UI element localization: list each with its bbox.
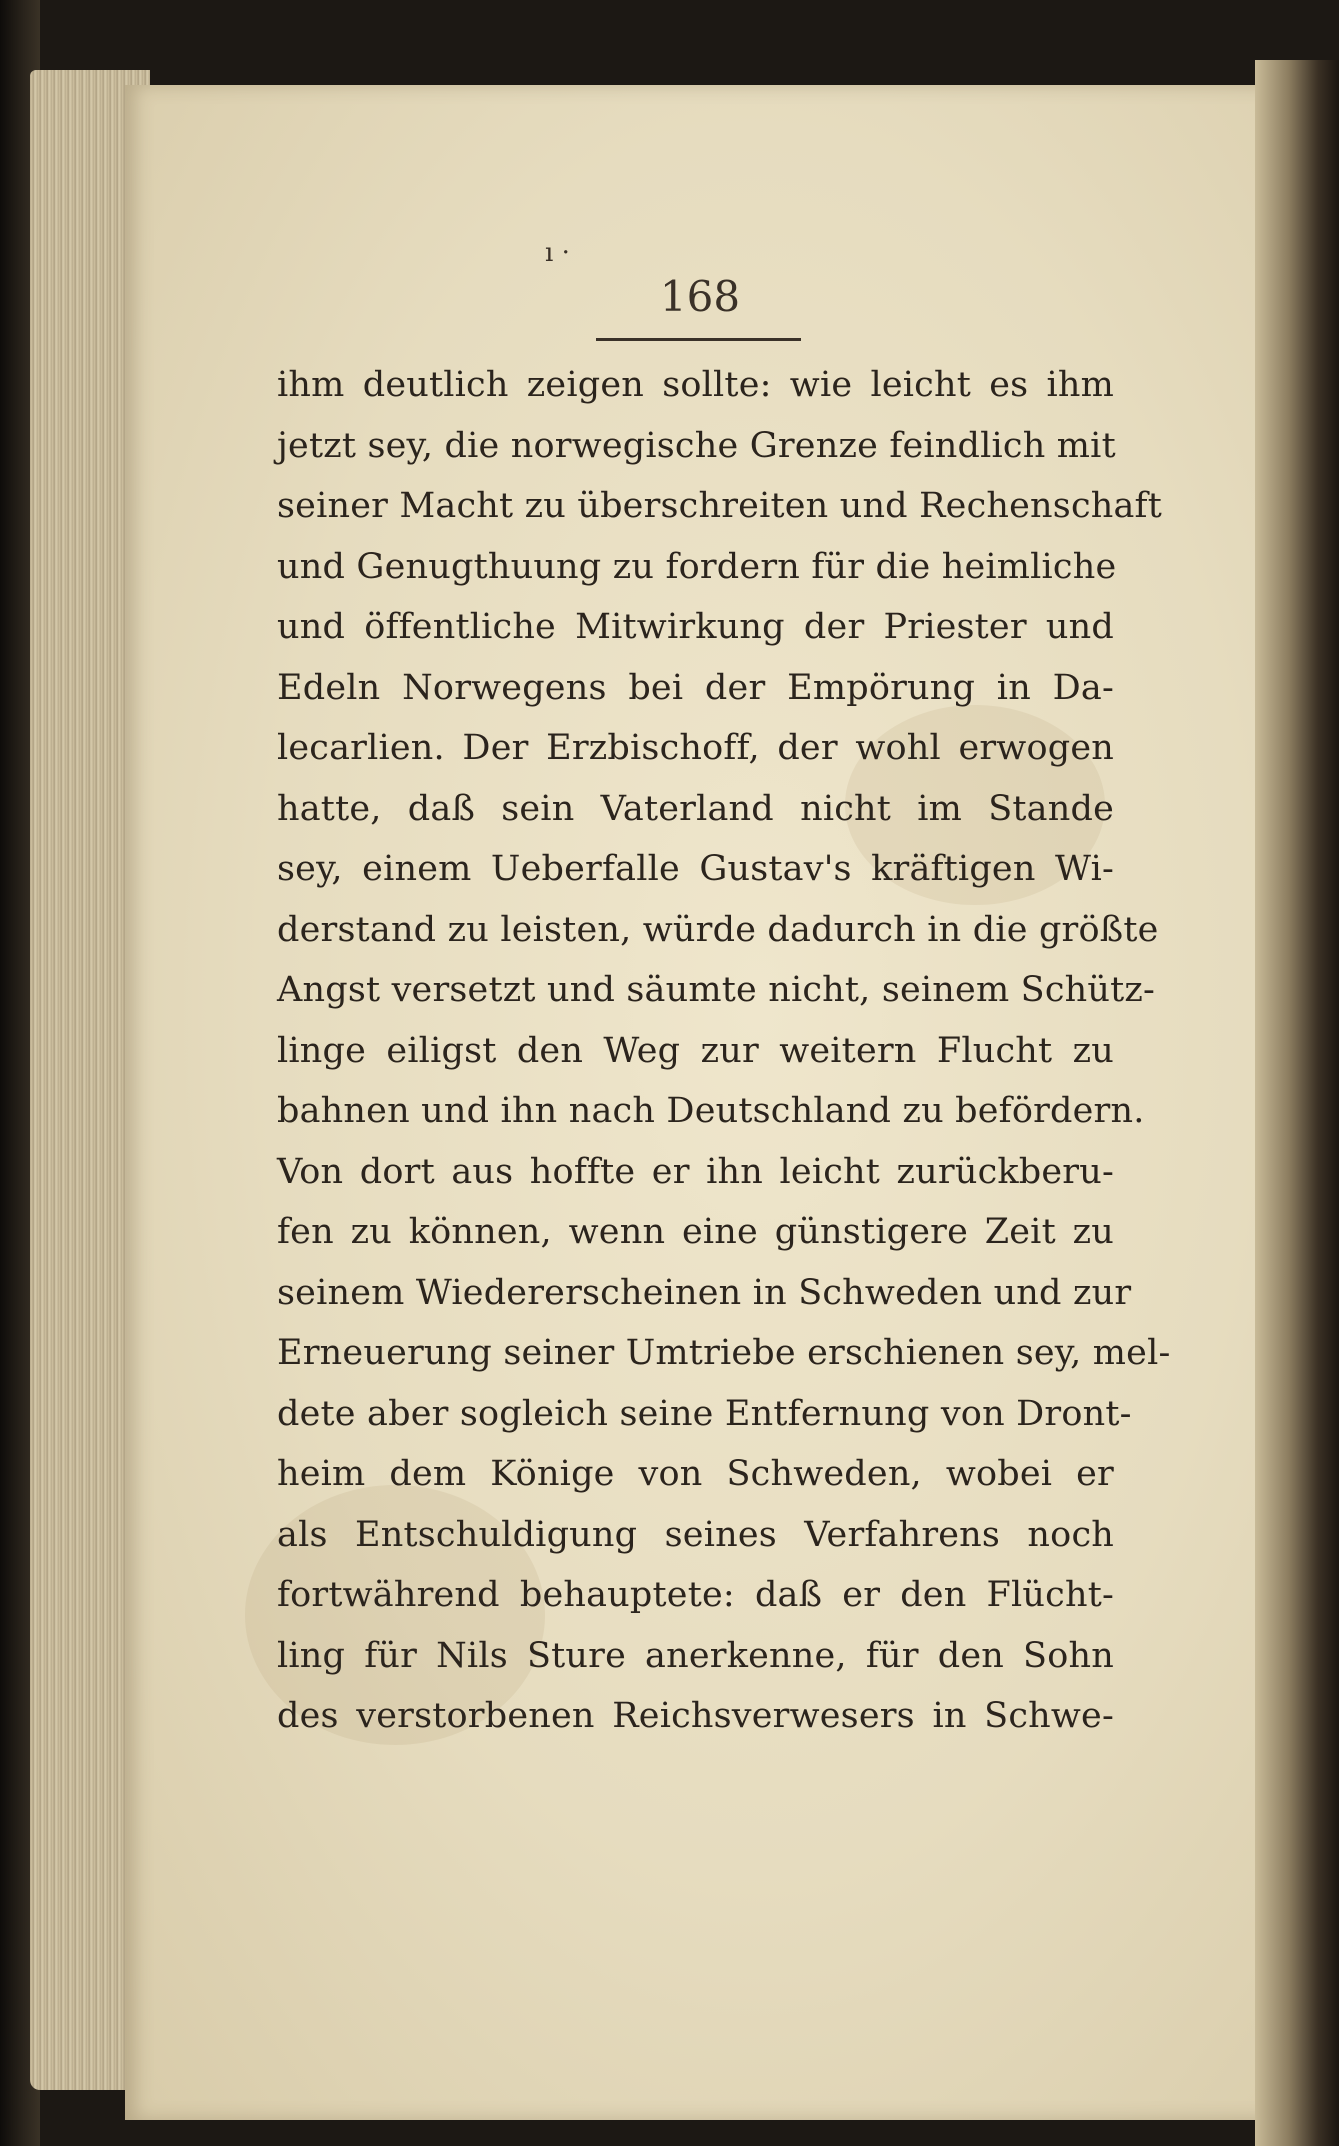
text-line: fortwährend behauptete: daß er den Flücht- [277,1575,1114,1615]
text-line: Von dort aus hoffte er ihn leicht zurückberu- [277,1151,1114,1192]
text-line: ihm deutlich zeigen sollte: wie leicht es ihm [277,365,1114,405]
text-line: linge eiligst den Weg zur weitern Flucht zu [277,1030,1114,1071]
text-line: Angst versetzt und säumte nicht, seinem Schütz- [277,970,1156,1010]
text-line: jetzt sey, die norwegische Grenze feindlich mit [277,425,1116,466]
text-line: seinem Wiedererscheinen in Schweden und zur [277,1272,1132,1313]
text-line: Erneuerung seiner Umtriebe erschienen sey, mel- [277,1333,1171,1373]
text-line: des verstorbenen Reichsverwesers in Schwe- [277,1696,1114,1736]
text-line: seiner Macht zu überschreiten und Rechenschaft [277,486,1162,526]
text-line: ling für Nils Sture anerkenne, für den Sohn [277,1635,1114,1676]
text-line: sey, einem Ueberfalle Gustav's kräftigen Wi- [277,849,1114,889]
text-line: lecarlien. Der Erzbischoff, der wohl erwogen [277,728,1114,768]
text-line: und Genugthuung zu fordern für die heimliche [277,546,1117,587]
book-gutter [1255,60,1339,2146]
text-line: hatte, daß sein Vaterland nicht im Stande [277,788,1114,829]
body-text [277,355,1171,1747]
text-line: heim dem Könige von Schweden, wobei er [277,1454,1114,1494]
text-line: dete aber sogleich seine Entfernung von Dront- [277,1393,1132,1434]
text-line: derstand zu leisten, würde dadurch in die größte [277,909,1159,950]
header-rule [596,338,801,341]
text-line: fen zu können, wenn eine günstigere Zeit zu [277,1212,1114,1252]
text-line: und öffentliche Mitwirkung der Priester und [277,607,1114,647]
page-number: 168 [659,272,741,321]
text-line: als Entschuldigung seines Verfahrens noch [277,1514,1114,1555]
text-line: Edeln Norwegens bei der Empörung in Da- [277,667,1114,708]
text-line: bahnen und ihn nach Deutschland zu befördern. [277,1091,1145,1131]
top-mark: ı · [545,238,570,268]
